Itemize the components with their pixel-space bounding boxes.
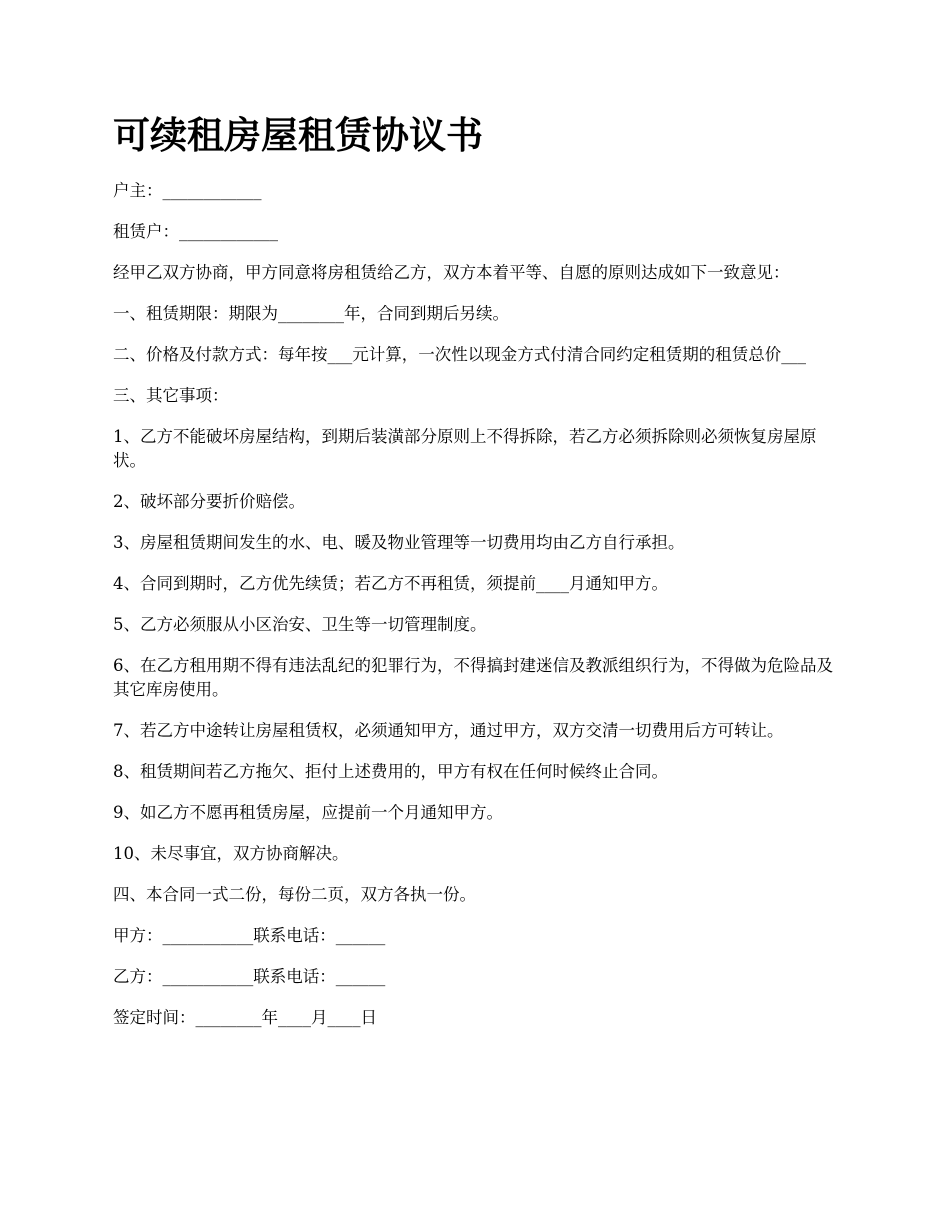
clause-lease-term: 一、租赁期限：期限为________年，合同到期后另续。 — [113, 304, 509, 323]
clause-other-heading: 三、其它事项： — [113, 386, 229, 405]
document-body — [113, 179, 841, 1047]
party-b-signature-line: 乙方：___________联系电话：______ — [113, 967, 386, 986]
item-7: 7、若乙方中途转让房屋租赁权，必须通知甲方，通过甲方，双方交清一切费用后方可转让。 — [113, 721, 784, 740]
item-8: 8、租赁期间若乙方拖欠、拒付上述费用的，甲方有权在任何时候终止合同。 — [113, 762, 668, 781]
item-6: 6、在乙方租用期不得有违法乱纪的犯罪行为，不得搞封建迷信及教派组织行为，不得做为危险品及其它库房使用。 — [113, 656, 833, 699]
item-3: 3、房屋租赁期间发生的水、电、暖及物业管理等一切费用均由乙方自行承担。 — [113, 533, 685, 552]
item-5: 5、乙方必须服从小区治安、卫生等一切管理制度。 — [113, 615, 487, 634]
item-10: 10、未尽事宜，双方协商解决。 — [113, 844, 349, 863]
signing-date-line: 签定时间：________年____月____日 — [113, 1008, 377, 1027]
tenant-line: 租赁户：____________ — [113, 222, 278, 241]
item-4: 4、合同到期时，乙方优先续赁；若乙方不再租赁，须提前____月通知甲方。 — [113, 574, 668, 593]
item-9: 9、如乙方不愿再租赁房屋，应提前一个月通知甲方。 — [113, 803, 503, 822]
item-1: 1、乙方不能破坏房屋结构，到期后装潢部分原则上不得拆除，若乙方必须拆除则必须恢复房屋原状。 — [113, 427, 817, 470]
party-a-signature-line: 甲方：___________联系电话：______ — [113, 926, 386, 945]
clause-price-payment: 二、价格及付款方式：每年按___元计算，一次性以现金方式付清合同约定租赁期的租赁总价___ — [113, 345, 806, 364]
clause-copies: 四、本合同一式二份，每份二页，双方各执一份。 — [113, 885, 476, 904]
item-2: 2、破坏部分要折价赔偿。 — [113, 492, 305, 511]
document-title: 可续租房屋租赁协议书 — [113, 114, 483, 157]
intro-paragraph: 经甲乙双方协商，甲方同意将房租赁给乙方，双方本着平等、自愿的原则达成如下一致意见： — [113, 263, 790, 282]
landlord-line: 户主：____________ — [113, 181, 262, 200]
